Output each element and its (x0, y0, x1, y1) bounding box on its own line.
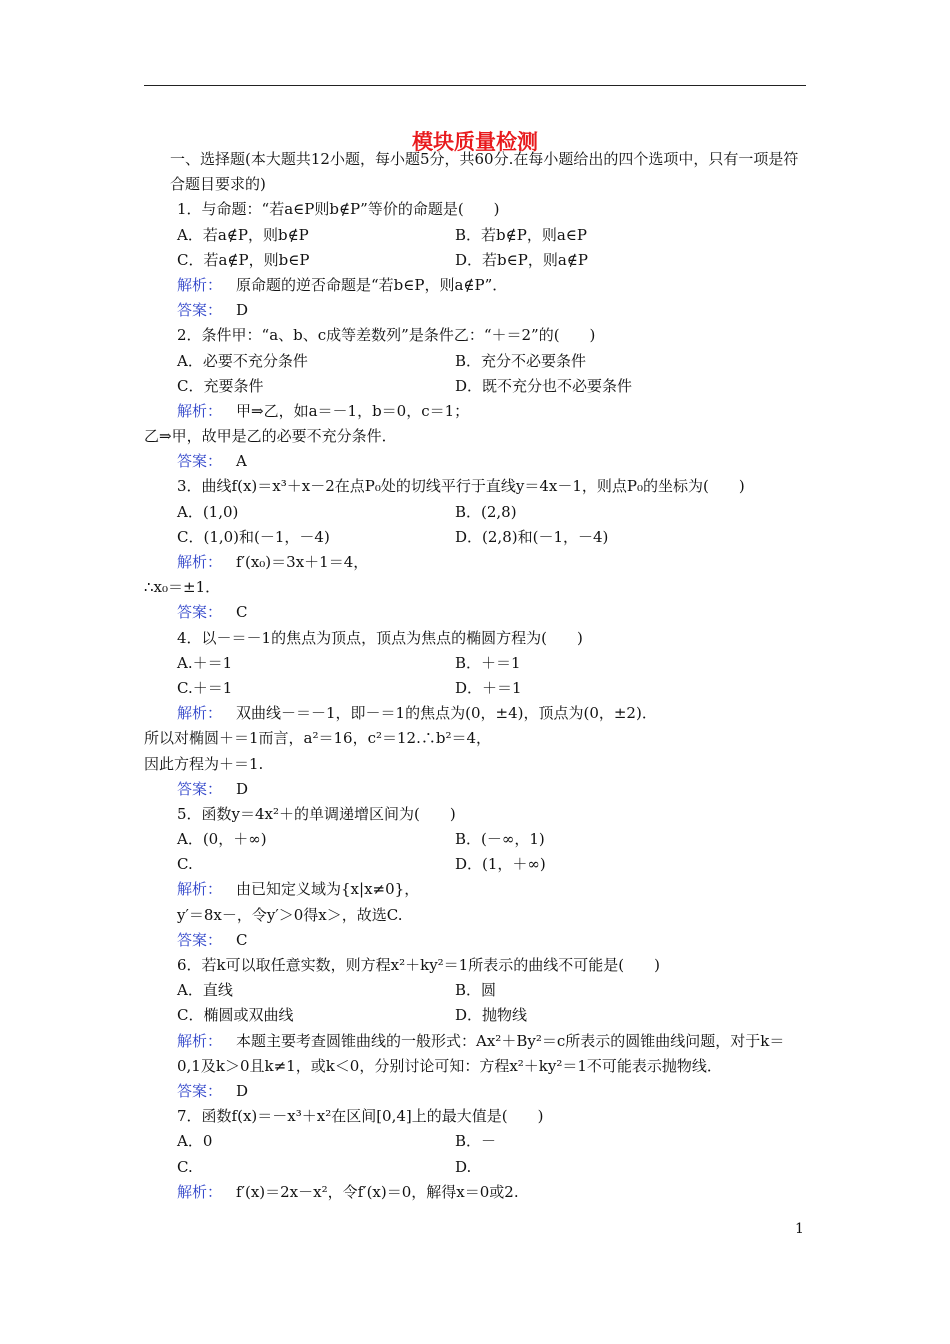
option-row (144, 852, 806, 877)
question-2 (144, 323, 806, 474)
analysis-continuation: 因此方程为＋＝1. (144, 754, 264, 773)
option-row (144, 1003, 806, 1028)
option-row (144, 827, 806, 852)
question-5 (144, 802, 806, 953)
analysis-label: 解析： (177, 1031, 223, 1050)
option-c: C．椭圆或双曲线 (177, 1006, 294, 1025)
option-row (144, 248, 806, 273)
option-c: C. (177, 855, 193, 874)
analysis-text: 由已知定义域为{x|x≠0}， (236, 880, 420, 899)
analysis-line (144, 550, 806, 575)
option-d: D. (455, 1157, 472, 1176)
option-row (144, 1155, 806, 1180)
question-stem: 3．曲线f(x)＝x³＋x－2在点P₀处的切线平行于直线y＝4x－1，则点P₀的坐标为( ) (177, 477, 745, 496)
answer-value: C (236, 603, 248, 622)
page-title: 模块质量检测 (412, 130, 538, 154)
analysis-label: 解析： (177, 880, 223, 899)
answer-line (144, 600, 806, 625)
question-7 (144, 1104, 806, 1205)
answer-line (144, 449, 806, 474)
option-d: D．抛物线 (455, 1006, 528, 1025)
option-c: C.＋＝1 (177, 678, 233, 697)
analysis-line (144, 1180, 806, 1205)
analysis-text: 双曲线－＝－1，即－＝1的焦点为(0，±4)，顶点为(0，±2)． (236, 704, 657, 723)
analysis-continuation: 乙⇒甲，故甲是乙的必要不充分条件． (144, 427, 397, 446)
analysis-text: 本题主要考查圆锥曲线的一般形式：Ax²＋By²＝c所表示的圆锥曲线问题，对于k＝0,1及k＞0且k≠1，或k＜0，分别讨论可知：方程x²＋ky²＝1不可能表示抛物线． (177, 1031, 785, 1075)
answer-label: 答案： (177, 1082, 223, 1100)
answer-value: D (236, 779, 249, 798)
analysis-label: 解析： (177, 401, 223, 420)
option-c: C．充要条件 (177, 376, 264, 395)
page-number: 1 (795, 1221, 804, 1237)
analysis-line (144, 399, 806, 424)
option-row (144, 676, 806, 701)
answer-value: C (236, 930, 248, 949)
option-b: B．－ (455, 1132, 497, 1151)
option-b: B．若b∉P，则a∈P (455, 225, 587, 244)
option-d: D．(1，＋∞) (455, 855, 546, 874)
question-4 (144, 626, 806, 802)
option-row (144, 500, 806, 525)
option-a: A．若a∉P，则b∉P (177, 225, 309, 244)
question-stem: 4．以－＝－1的焦点为顶点，顶点为焦点的椭圆方程为( ) (177, 628, 583, 647)
answer-label: 答案： (177, 301, 223, 320)
analysis-line (144, 1029, 806, 1079)
analysis-continuation: 所以对椭圆＋＝1而言，a²＝16，c²＝12.∴b²＝4， (144, 729, 492, 748)
option-a: A．直线 (177, 981, 233, 1000)
option-row (144, 223, 806, 248)
answer-label: 答案： (177, 603, 223, 622)
question-stem: 1．与命题：“若a∈P则b∉P”等价的命题是( ) (177, 200, 500, 219)
header-rule (144, 85, 806, 86)
analysis-text: f′(x)＝2x－x²，令f′(x)＝0，解得x＝0或2. (236, 1182, 519, 1201)
option-row (144, 978, 806, 1003)
option-row (144, 525, 806, 550)
option-d: D．若b∈P，则a∉P (455, 250, 588, 269)
option-a: A．0 (177, 1132, 213, 1151)
analysis-label: 解析： (177, 1182, 223, 1201)
answer-line (144, 1079, 806, 1104)
answer-line (144, 928, 806, 953)
option-row (144, 349, 806, 374)
question-stem: 5．函数y＝4x²＋的单调递增区间为( ) (177, 804, 456, 823)
option-b: B．(－∞，1) (455, 830, 545, 849)
question-stem: 7．函数f(x)＝－x³＋x²在区间[0,4]上的最大值是( ) (177, 1107, 544, 1126)
answer-line (144, 298, 806, 323)
question-6 (144, 953, 806, 1104)
option-row (144, 374, 806, 399)
question-stem: 2．条件甲：“a、b、c成等差数列”是条件乙：“＋＝2”的( ) (177, 326, 596, 345)
analysis-line (144, 877, 806, 902)
option-c: C. (177, 1157, 193, 1176)
option-a: A．(1,0) (177, 502, 239, 521)
option-a: A.＋＝1 (177, 653, 233, 672)
analysis-line (144, 701, 806, 726)
analysis-text: 原命题的逆否命题是“若b∈P，则a∉P”． (236, 275, 508, 294)
question-stem: 6．若k可以取任意实数，则方程x²＋ky²＝1所表示的曲线不可能是( ) (177, 956, 660, 975)
option-d: D．既不充分也不必要条件 (455, 376, 633, 395)
option-b: B．＋＝1 (455, 653, 521, 672)
option-row (144, 1129, 806, 1154)
analysis-continuation: ∴x₀＝±1． (144, 578, 221, 597)
document-body (144, 147, 806, 1205)
answer-label: 答案： (177, 779, 223, 798)
analysis-line (144, 273, 806, 298)
option-a: A．(0，＋∞) (177, 830, 267, 849)
answer-label: 答案： (177, 930, 223, 949)
answer-value: A (236, 452, 247, 471)
question-1 (144, 197, 806, 323)
analysis-label: 解析： (177, 553, 223, 572)
answer-line (144, 777, 806, 802)
option-b: B．(2,8) (455, 502, 517, 521)
section-header: 一、选择题(本大题共12小题，每小题5分，共60分.在每小题给出的四个选项中，只有一项是符合题目要求的) (170, 150, 799, 194)
option-b: B．圆 (455, 981, 497, 1000)
analysis-continuation: y′＝8x－，令y′＞0得x＞，故选C. (177, 905, 403, 924)
option-c: C．(1,0)和(－1，－4) (177, 527, 330, 546)
option-a: A．必要不充分条件 (177, 351, 308, 370)
option-row (144, 651, 806, 676)
option-b: B．充分不必要条件 (455, 351, 587, 370)
question-3 (144, 474, 806, 625)
analysis-text: 甲⇒乙，如a＝－1，b＝0，c＝1； (236, 401, 470, 420)
option-d: D．(2,8)和(－1，－4) (455, 527, 609, 546)
answer-value: D (236, 1082, 249, 1100)
analysis-text: f′(x₀)＝3x＋1＝4， (236, 553, 369, 572)
answer-value: D (236, 301, 249, 320)
answer-label: 答案： (177, 452, 223, 471)
option-d: D．＋＝1 (455, 678, 522, 697)
option-c: C．若a∉P，则b∈P (177, 250, 310, 269)
analysis-label: 解析： (177, 275, 223, 294)
analysis-label: 解析： (177, 704, 223, 723)
